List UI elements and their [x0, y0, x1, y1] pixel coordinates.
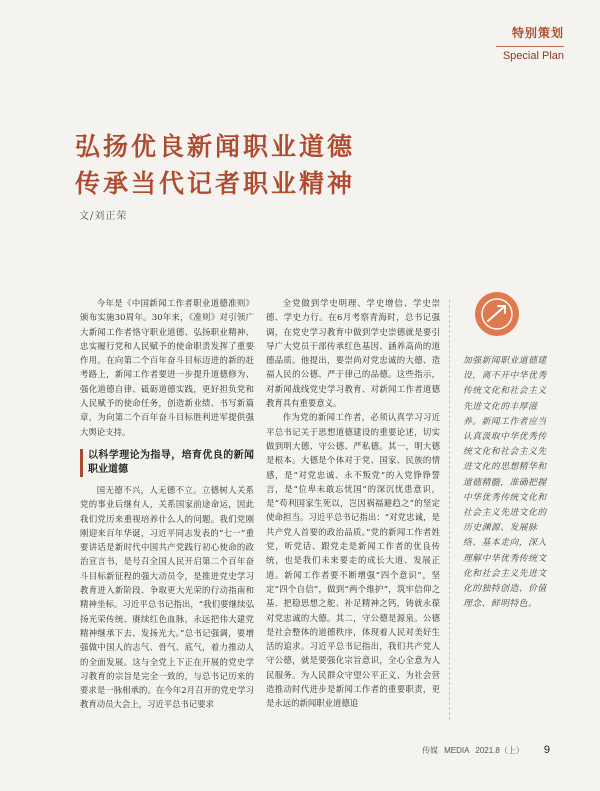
body-paragraph: 作为党的新闻工作者，必须认真学习习近平总书记关于思想道德建设的重要论述，切实做到明大德、守公德、严私德。其一，明大德是根本。大德是个体对于党、国家、民族的情感，是“对党忠诚、永不叛党”的入党铮铮誓言，是“位卑未敢忘忧国”的深沉忧患意识，是“苟利国家生死以，岂因祸福避趋之”的坚定使命担当。习近平总书记指出：“对党忠诚，是共产党人首要的政治品质。”党的新闻工作者姓党，听党话、跟党走是新闻工作者的优良传统，也是我们未来要走的成长大道、发展正道。新闻工作者要不断增强“四个意识”，坚定“四个自信”，做到“两个维护”，筑牢信仰之基、把稳思想之舵、补足精神之钙，铸就永葆对党忠诚的大德。其二，守公德是源泉。公德是社会整体的道德秩序，体现着人民对美好生活的追求。习近平总书记指出，我们共产党人守公德，就是要强化宗旨意识，全心全意为人民服务。为人民群众守望公平正义、为社会营造推动时代进步是新闻工作者的重要职责，更是永远的新闻职业道德追	[266, 412, 440, 709]
section-title-en: Special Plan	[502, 50, 564, 62]
sidebar-pullquote	[463, 354, 555, 612]
page-footer	[422, 744, 550, 756]
body-paragraph: 全党做到学史明理、学史增信、学史崇德、学史力行。在6月考察青海时，总书记强调，在党史学习教育中做到学史崇德就是要引导广大党员干部传承红色基因、涵养高尚的道德品质。他提出，要崇尚对党忠诚的大德、造福人民的公德、严于律己的品德。这些指示，对新闻战线党史学习教育、对新闻工作者道德教育具有重要意义。	[266, 298, 440, 409]
footer-media: MEDIA	[444, 745, 470, 755]
section-subhead	[80, 449, 254, 477]
subhead-marker	[80, 449, 83, 477]
section-header	[503, 24, 564, 62]
article-title	[75, 128, 355, 202]
article-body	[80, 296, 440, 712]
subhead-text: 以科学理论为指导，培育优良的新闻职业道德	[88, 449, 254, 475]
column-left	[80, 296, 254, 712]
footer-issue: 2021.8（上）	[475, 745, 524, 755]
title-line-1: 弘扬优良新闻职业道德	[75, 132, 356, 161]
arrow-circle-icon	[474, 291, 520, 337]
title-line-2: 传承当代记者职业精神	[75, 169, 356, 198]
body-paragraph: 国无德不兴，人无德不立。立德树人关系党的事业后继有人，关系国家前途命运，因此我们党历来重视培养什么人的问题。我们党刚刚迎来百年华诞，习近平同志发表的“七一”重要讲话是新时代中国共产党践行初心使命的政治宣言书，是号召全国人民开启第二个百年奋斗目标新征程的强大动员令，是推进党史学习教育进入新阶段、争取更大光荣的行动指南和精神坐标。习近平总书记指出，“我们要继续弘扬光荣传统、赓续红色血脉，永远把伟大建党精神继承下去、发扬光大。”总书记强调，要增强做中国人的志气、骨气、底气，着力推动人的全面发展。这与全党上下正在开展的党史学习教育的宗旨是完全一致的，与总书记历来的要求是一脉相承的。在今年2月召开的党史学习教育动员大会上，习近平总书记要求	[80, 484, 254, 710]
byline: 文/刘正荣	[79, 211, 128, 222]
page-number: 9	[543, 744, 550, 756]
intro-paragraph: 今年是《中国新闻工作者职业道德准则》颁布实施30周年。30年来，《准则》对引领广大新闻工作者恪守职业道德、弘扬职业精神、忠实履行党和人民赋予的使命职责发挥了重要作用。在向第二个百年奋斗目标迈进的新的赶考路上，新闻工作者要进一步提升道德修为、强化道德自律、砥砺道德实践，更好担负党和人民赋予的使命任务，创造新业绩、书写新篇章，为向第二个百年奋斗目标胜利进军提供强大舆论支持。	[80, 298, 254, 437]
footer-publication: 传媒	[422, 745, 439, 755]
header-divider	[496, 46, 564, 47]
section-title-zh: 特别策划	[511, 26, 564, 40]
sidebar-text: 加强新闻职业道德建设，离不开中华优秀传统文化和社会主义先进文化的丰厚滋养。新闻工作者应当认真汲取中华优秀传统文化和社会主义先进文化的思想精华和道德精髓，准确把握中华优秀传统文化和社会主义先进文化的历史渊源、发展脉络、基本走向，深入理解中华优秀传统文化和社会主义先进文化的独特创造、价值理念、鲜明特色。	[463, 356, 547, 610]
column-right	[266, 296, 440, 712]
sidebar-divider	[449, 300, 450, 720]
